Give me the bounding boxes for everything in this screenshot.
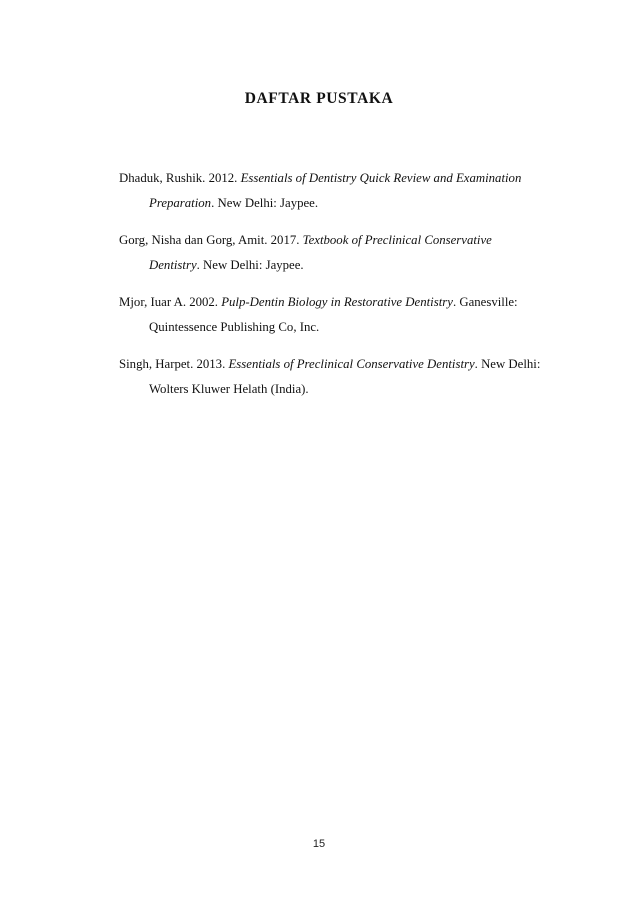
reference-line	[119, 290, 559, 315]
reference-author-year: Singh, Harpet. 2013.	[119, 357, 229, 371]
reference-title: Essentials of Dentistry Quick Review and Examination	[240, 171, 522, 185]
reference-entry-1	[119, 166, 559, 215]
reference-publisher: . New Delhi: Jaypee.	[211, 195, 319, 210]
reference-title-continued: Dentistry	[149, 257, 197, 272]
reference-author-year: Mjor, Iuar A. 2002.	[119, 295, 222, 309]
reference-entry-2	[119, 228, 559, 277]
reference-title-continued: Preparation	[149, 195, 212, 210]
page-number: 15	[312, 838, 326, 850]
reference-line	[119, 228, 559, 253]
reference-line-continued	[119, 315, 559, 340]
reference-author-year: Dhaduk, Rushik. 2012.	[119, 171, 241, 185]
reference-author-year: Gorg, Nisha dan Gorg, Amit. 2017.	[119, 233, 303, 247]
page-title: DAFTAR PUSTAKA	[244, 90, 394, 107]
reference-title: Pulp-Dentin Biology in Restorative Dentistry	[221, 295, 453, 309]
reference-place: . Ganesville:	[452, 295, 518, 309]
reference-publisher: . New Delhi: Jaypee.	[196, 257, 304, 272]
reference-publisher: Quintessence Publishing Co, Inc.	[149, 319, 320, 334]
reference-line-continued	[119, 253, 559, 278]
reference-title: Textbook of Preclinical Conservative	[302, 233, 492, 247]
reference-line	[119, 352, 559, 377]
reference-line-continued	[119, 191, 559, 216]
reference-line-continued	[119, 377, 559, 402]
reference-title: Essentials of Preclinical Conservative Dentistry	[228, 357, 475, 371]
reference-entry-4	[119, 352, 559, 401]
reference-place: . New Delhi:	[474, 357, 541, 371]
reference-list	[119, 166, 559, 414]
reference-publisher: Wolters Kluwer Helath (India).	[149, 381, 309, 396]
reference-entry-3	[119, 290, 559, 339]
reference-line	[119, 166, 559, 191]
